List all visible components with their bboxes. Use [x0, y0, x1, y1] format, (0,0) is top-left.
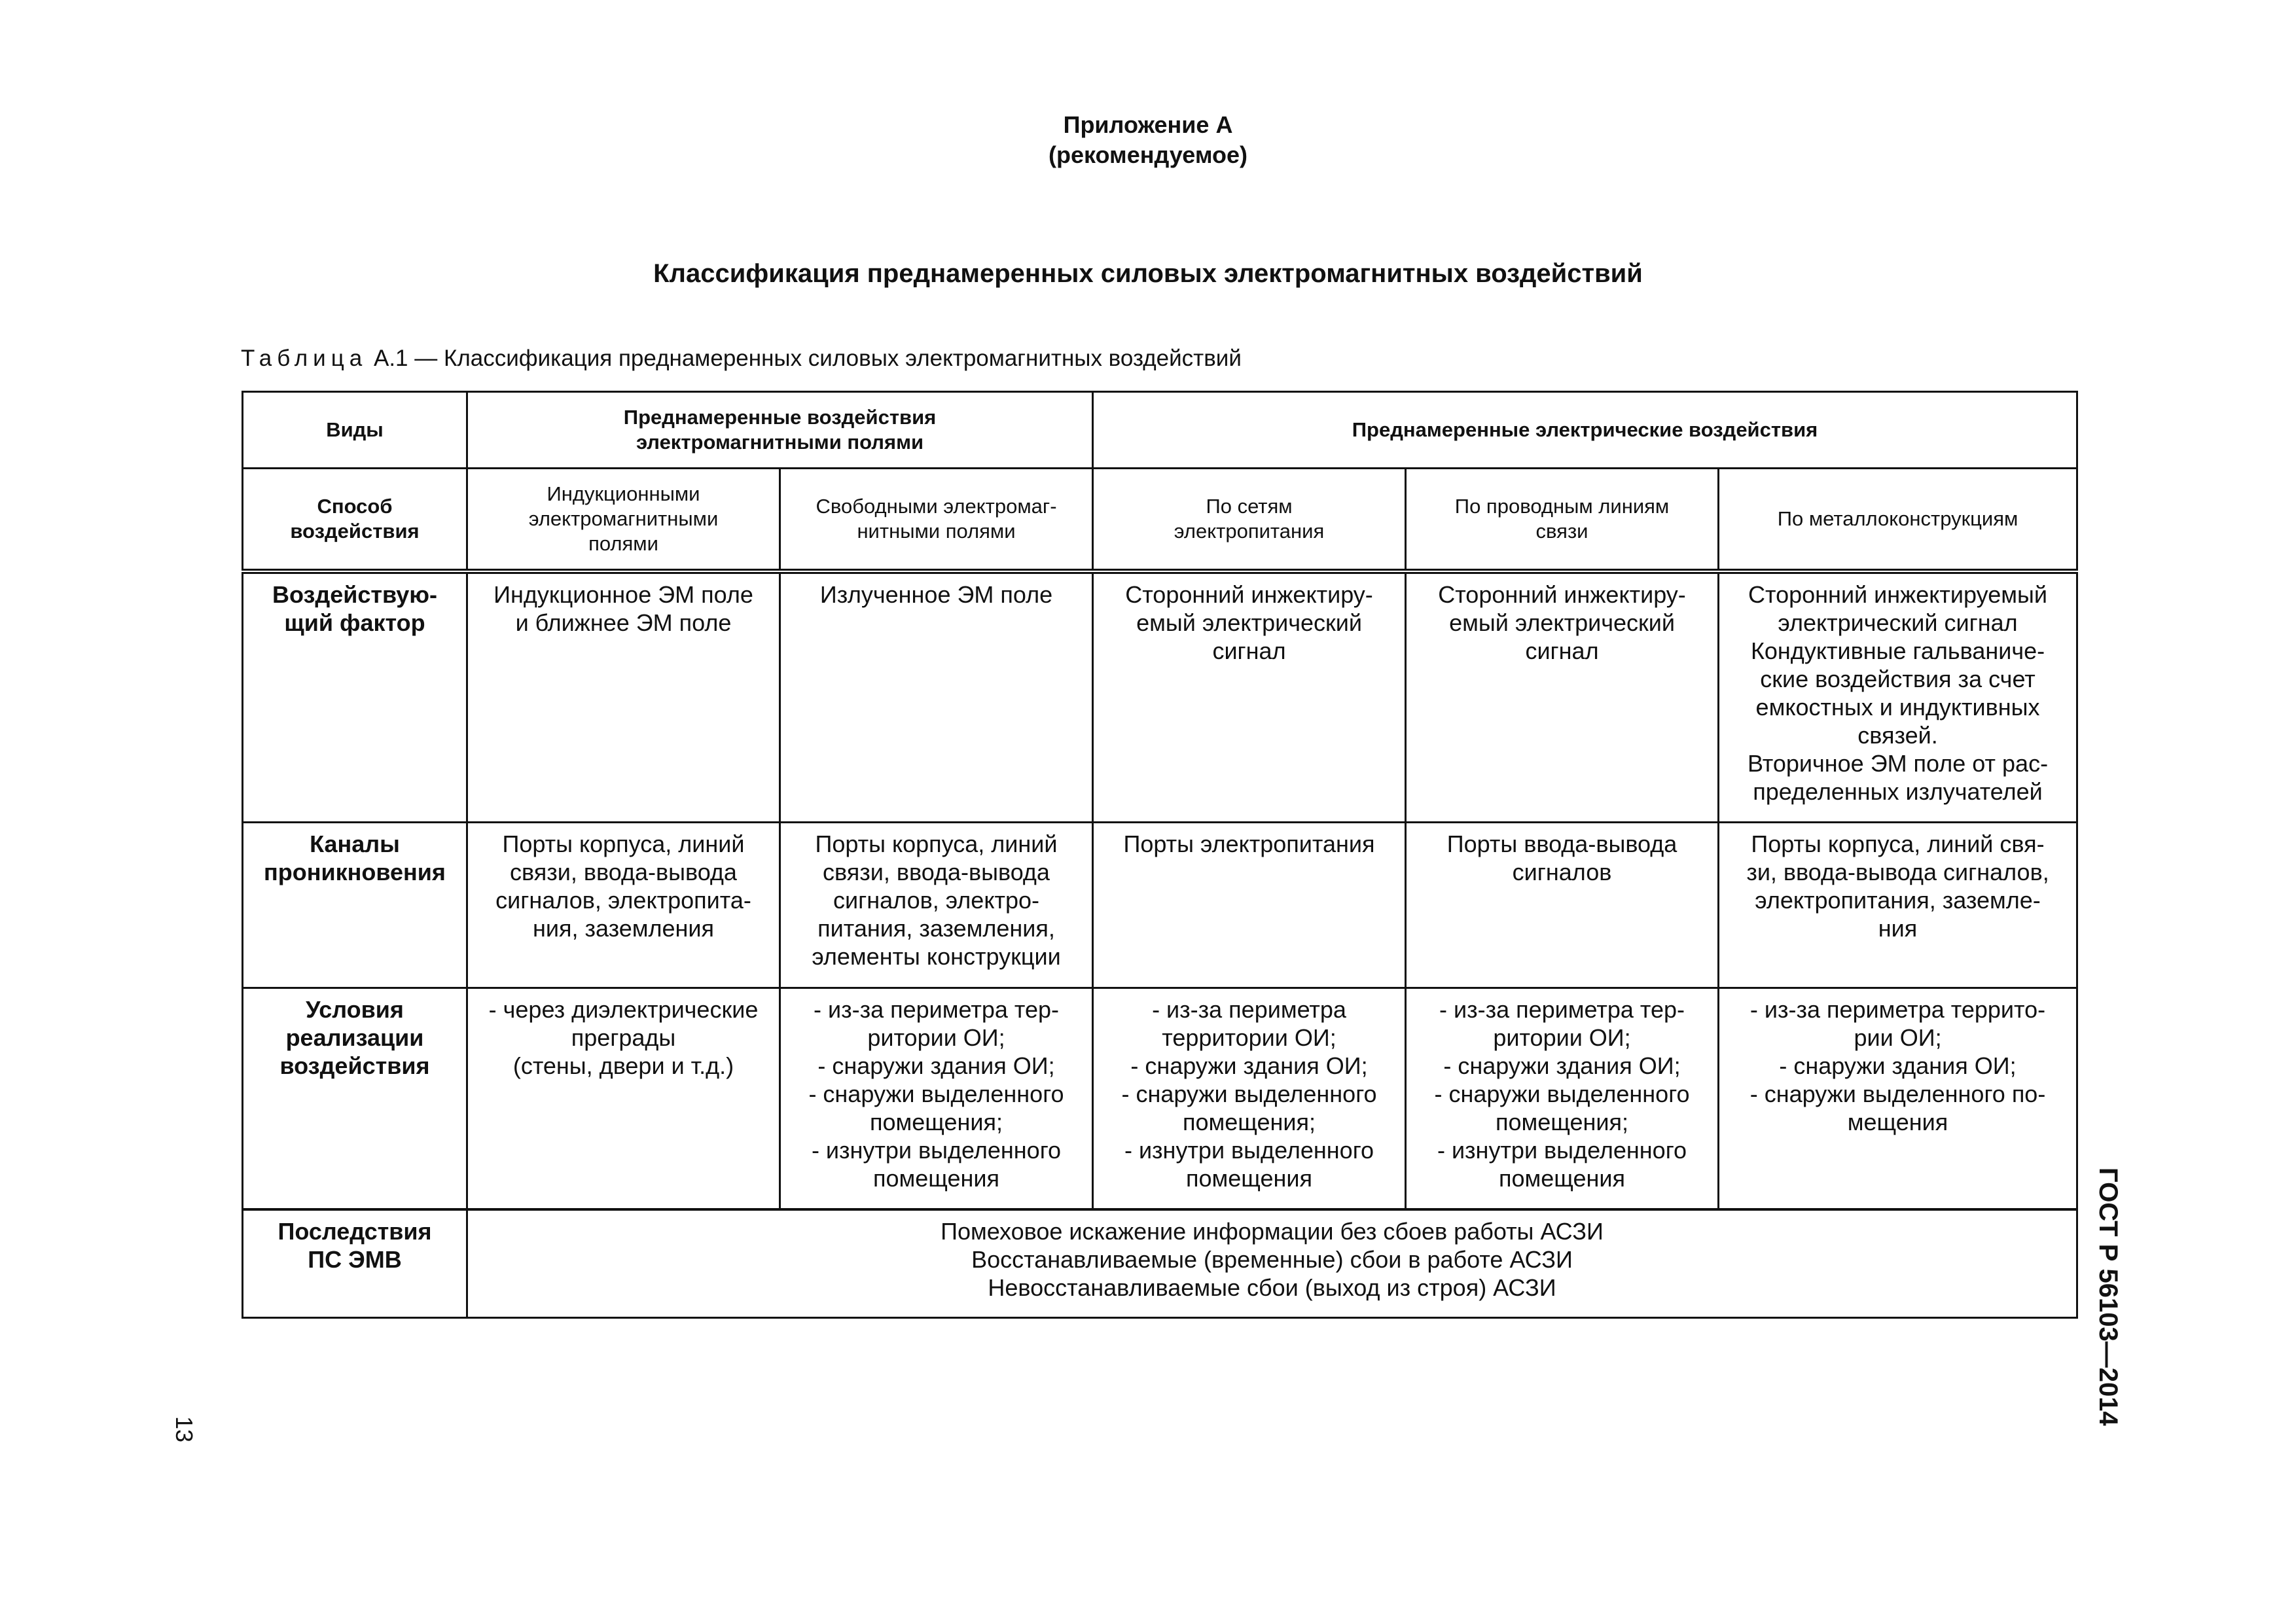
electric-group-label: Преднамеренные электрические воздействия: [1352, 418, 1818, 441]
conditions-row-label: [243, 988, 467, 1209]
cell-line: - из-за периметра: [1152, 996, 1346, 1023]
cell-line: связи, ввода-вывода: [510, 859, 737, 885]
standard-designation: ГОСТ Р 56103—2014: [2094, 1168, 2123, 1426]
method-cell-free-fields: [780, 469, 1093, 571]
cell-line: Порты корпуса, линий: [815, 830, 1058, 857]
channels-row: [243, 823, 2077, 988]
cell-line: мещения: [1847, 1109, 1948, 1135]
cell-line: По сетям: [1206, 494, 1293, 518]
cell-line: - изнутри выделенного: [1437, 1137, 1687, 1164]
cell-line: - изнутри выделенного: [1124, 1137, 1374, 1164]
table-header-row: [243, 392, 2077, 469]
row-label-line: реализации: [285, 1024, 424, 1051]
cell-line: Порты ввода-вывода: [1446, 830, 1677, 857]
cell-line: электромагнитными: [528, 507, 719, 530]
table-caption-number: А.1: [373, 346, 408, 371]
cell-line: помещения: [1499, 1165, 1626, 1192]
cell-line: По проводным линиям: [1454, 494, 1670, 518]
table-caption: [241, 344, 1242, 373]
cell-line: электрический сигнал: [1778, 609, 2018, 636]
consequence-line: Помеховое искажение информации без сбоев работы АСЗИ: [941, 1217, 1604, 1245]
cell-line: нитными полями: [857, 519, 1016, 543]
cell-line: Сторонний инжектируемый: [1748, 580, 2047, 608]
row-label-line: щий фактор: [284, 609, 425, 636]
method-row: [243, 469, 2077, 571]
row-label-line: Каналы: [310, 830, 400, 857]
cell-line: - снаружи выделенного по-: [1749, 1080, 2046, 1107]
factor-cell-power-networks: [1093, 571, 1406, 823]
cell-line: помещения;: [1496, 1109, 1629, 1135]
row-label-line: воздействия: [279, 1052, 430, 1079]
cell-line: пределенных излучателей: [1753, 777, 2043, 805]
table-caption-text: Классификация преднамеренных силовых электромагнитных воздействий: [443, 346, 1242, 371]
cell-line: полями: [588, 531, 658, 555]
cell-line: Порты корпуса, линий: [502, 830, 745, 857]
method-row-label: [243, 469, 467, 571]
row-label-line: Воздействую-: [272, 580, 438, 608]
cell-line: помещения: [873, 1165, 1000, 1192]
row-label-line: Способ: [317, 494, 393, 518]
classification-table: [242, 391, 2078, 1319]
factor-cell-wired-lines: [1406, 571, 1719, 823]
row-label-line: воздействия: [290, 519, 420, 543]
cell-line: территории ОИ;: [1162, 1024, 1336, 1051]
cell-line: - снаружи здания ОИ;: [1779, 1052, 2017, 1079]
cell-line: По металлоконструкциям: [1777, 507, 2018, 530]
page-number: 13: [171, 1416, 198, 1443]
factor-cell-free-fields: [780, 571, 1093, 823]
factor-cell-metal-structures: [1719, 571, 2077, 823]
channels-cell-wired-lines: [1406, 823, 1719, 988]
table-caption-label: Таблица: [241, 346, 368, 371]
cell-line: емый электрический: [1136, 609, 1362, 636]
method-cell-wired-lines: [1406, 469, 1719, 571]
conditions-cell-induction-fields: [467, 988, 780, 1209]
cell-line: связи, ввода-вывода: [823, 859, 1050, 885]
row-label-line: ПС ЭМВ: [308, 1245, 402, 1273]
factor-row: [243, 571, 2077, 823]
cell-line: - из-за периметра тер-: [814, 996, 1059, 1023]
method-cell-induction-fields: [467, 469, 780, 571]
cell-line: Свободными электромаг-: [816, 494, 1057, 518]
em-fields-group-header: [467, 392, 1093, 469]
types-header-label: Виды: [326, 418, 384, 441]
cell-line: питания, заземления,: [817, 915, 1055, 942]
consequence-line: Восстанавливаемые (временные) сбои в работе АСЗИ: [971, 1245, 1573, 1273]
appendix-title: Приложение А: [1063, 111, 1233, 138]
electric-group-header: [1093, 392, 2077, 469]
cell-line: помещения;: [870, 1109, 1003, 1135]
cell-line: ритории ОИ;: [1493, 1024, 1631, 1051]
cell-line: сигналов, электро-: [833, 887, 1039, 914]
cell-line: Индукционными: [547, 482, 700, 505]
conditions-cell-wired-lines: [1406, 988, 1719, 1209]
cell-line: связи: [1535, 519, 1588, 543]
cell-line: Вторичное ЭМ поле от рас-: [1747, 749, 2049, 777]
cell-line: - изнутри выделенного: [811, 1137, 1062, 1164]
cell-line: ния, заземления: [533, 915, 714, 942]
cell-line: ские воздействия за счет: [1760, 665, 2036, 692]
cell-line: электропитания: [1174, 519, 1325, 543]
cell-line: - снаружи выделенного: [1434, 1080, 1690, 1107]
cell-line: - из-за периметра террито-: [1749, 996, 2046, 1023]
cell-line: сигналов, электропита-: [495, 887, 751, 914]
table-caption-separator: —: [414, 346, 438, 371]
consequences-row: [243, 1209, 2077, 1318]
channels-cell-induction-fields: [467, 823, 780, 988]
cell-line: ния: [1878, 915, 1918, 942]
appendix-heading: [0, 110, 2296, 170]
cell-line: помещения;: [1183, 1109, 1316, 1135]
cell-line: сигнал: [1525, 637, 1599, 664]
cell-line: - снаружи здания ОИ;: [1130, 1052, 1368, 1079]
channels-cell-free-fields: [780, 823, 1093, 988]
appendix-subtitle: (рекомендуемое): [1049, 141, 1247, 168]
cell-line: элементы конструкции: [812, 943, 1061, 970]
cell-line: - из-за периметра тер-: [1439, 996, 1685, 1023]
row-label-line: Условия: [306, 996, 404, 1023]
cell-line: преграды: [571, 1024, 676, 1051]
cell-line: (стены, двери и т.д.): [512, 1052, 734, 1079]
cell-line: - снаружи здания ОИ;: [817, 1052, 1055, 1079]
conditions-cell-free-fields: [780, 988, 1093, 1209]
cell-line: Порты корпуса, линий свя-: [1751, 830, 2045, 857]
cell-line: связей.: [1857, 721, 1938, 749]
method-cell-power-networks: [1093, 469, 1406, 571]
cell-line: Сторонний инжектиру-: [1438, 580, 1686, 608]
cell-line: электропитания, заземле-: [1755, 887, 2041, 914]
cell-line: - снаружи выделенного: [808, 1080, 1064, 1107]
cell-line: Порты электропитания: [1123, 830, 1375, 857]
cell-line: Сторонний инжектиру-: [1125, 580, 1373, 608]
factor-cell-induction-fields: [467, 571, 780, 823]
cell-line: - снаружи выделенного: [1121, 1080, 1377, 1107]
cell-line: Кондуктивные гальваниче-: [1750, 637, 2045, 664]
types-header-cell: [243, 392, 467, 469]
cell-line: емый электрический: [1449, 609, 1675, 636]
conditions-row: [243, 988, 2077, 1209]
conditions-cell-metal-structures: [1719, 988, 2077, 1209]
method-cell-metal-structures: [1719, 469, 2077, 571]
cell-line: и ближнее ЭМ поле: [515, 609, 732, 636]
consequence-line: Невосстанавливаемые сбои (выход из строя) АСЗИ: [988, 1274, 1556, 1301]
document-title: Классификация преднамеренных силовых электромагнитных воздействий: [653, 259, 1643, 288]
cell-line: зи, ввода-вывода сигналов,: [1746, 859, 2049, 885]
em-fields-group-line: Преднамеренные воздействия: [623, 406, 937, 429]
channels-cell-power-networks: [1093, 823, 1406, 988]
row-label-line: проникновения: [264, 859, 446, 885]
cell-line: емкостных и индуктивных: [1755, 693, 2040, 721]
cell-line: Излученное ЭМ поле: [819, 580, 1053, 608]
cell-line: сигнал: [1212, 637, 1286, 664]
conditions-cell-power-networks: [1093, 988, 1406, 1209]
factor-row-label: [243, 571, 467, 823]
cell-line: рии ОИ;: [1854, 1024, 1942, 1051]
cell-line: - через диэлектрические: [488, 996, 759, 1023]
channels-row-label: [243, 823, 467, 988]
row-label-line: Последствия: [278, 1217, 432, 1245]
em-fields-group-line: электромагнитными полями: [636, 431, 924, 454]
consequences-cell: [467, 1209, 2077, 1318]
cell-line: ритории ОИ;: [867, 1024, 1005, 1051]
cell-line: сигналов: [1512, 859, 1612, 885]
cell-line: - снаружи здания ОИ;: [1443, 1052, 1681, 1079]
consequences-row-label: [243, 1209, 467, 1318]
cell-line: помещения: [1186, 1165, 1313, 1192]
channels-cell-metal-structures: [1719, 823, 2077, 988]
cell-line: Индукционное ЭМ поле: [493, 580, 753, 608]
